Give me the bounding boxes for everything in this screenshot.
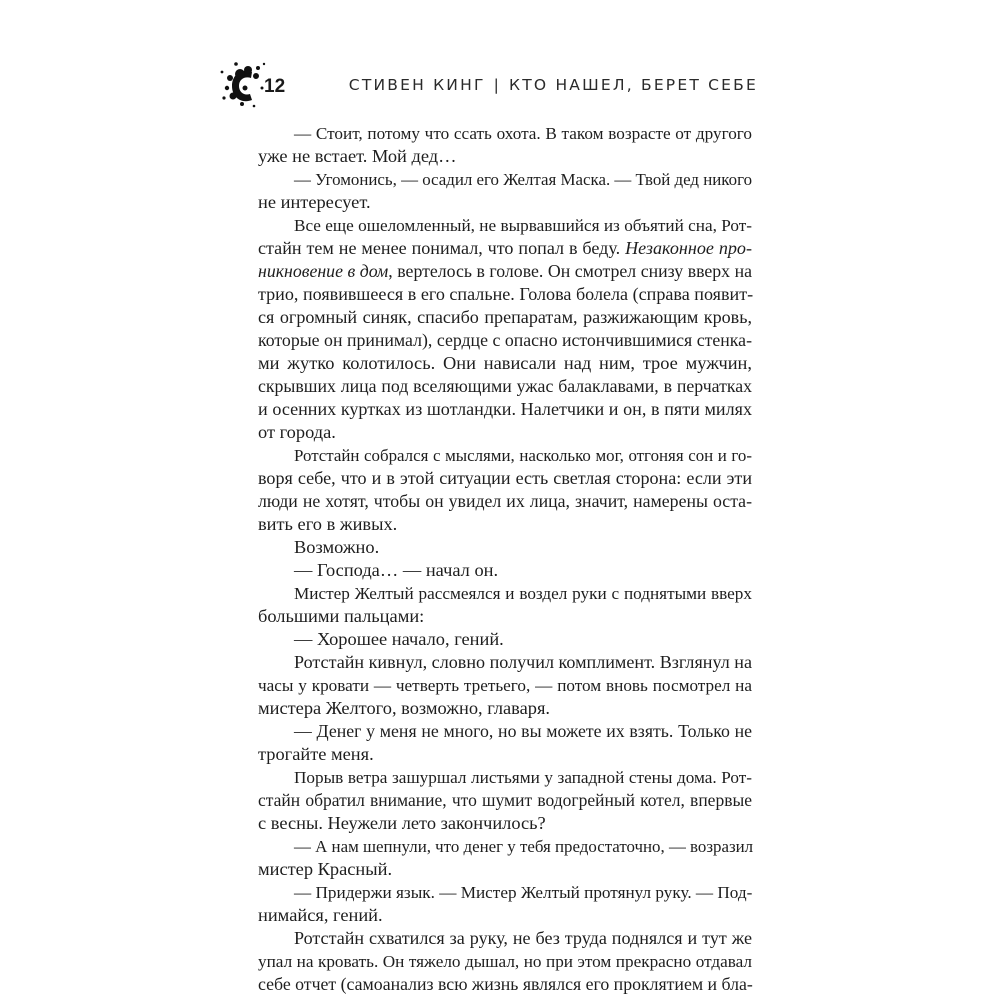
page-number: 12 (264, 76, 286, 97)
text-line: уже не встает. Мой дед… (258, 146, 457, 166)
text-line (258, 237, 752, 260)
text-line: воря себе, что и в этой ситуации есть светлая сторона: если эти (258, 468, 752, 488)
text-line: — Стоит, потому что ссать охота. В таком возрасте от другого (294, 124, 752, 143)
text-line: — Придержи язык. — Мистер Желтый протянул руку. — Под- (294, 883, 753, 902)
text-line: Ротстайн собрался с мыслями, насколько мог, отгоняя сон и го- (294, 446, 752, 465)
header-separator: | (493, 76, 502, 94)
text-line: ми жутко колотилось. Они нависали над ним, трое мужчин, (258, 353, 752, 373)
running-head (349, 76, 758, 94)
book-title: КТО НАШЕЛ, БЕРЕТ СЕБЕ (509, 76, 758, 94)
text-line: — Хорошее начало, гений. (294, 629, 504, 649)
text-line: — Денег у меня не много, но вы можете их взять. Только не (294, 721, 752, 741)
text-line: Ротстайн схватился за руку, не без труда поднялся и тут же (294, 928, 752, 948)
text-line: упал на кровать. Он тяжело дышал, но при этом прекрасно отдавал (258, 952, 752, 971)
text-fragment: , вертелось в голове. Он смотрел снизу вверх на (388, 261, 752, 281)
text-fragment: стайн тем не менее понимал, что попал в беду. (258, 238, 626, 258)
text-line: с весны. Неужели лето закончилось? (258, 813, 546, 833)
text-line: большими пальцами: (258, 606, 425, 626)
page-header (218, 58, 758, 114)
text-line: — Угомонись, — осадил его Желтая Маска. — Твой дед никого (294, 170, 753, 189)
text-line: часы у кровати — четверть третьего, — потом вновь посмотрел на (258, 676, 752, 695)
text-line: ся огромный синяк, спасибо препаратам, разжижающим кровь, (258, 307, 752, 327)
text-line: — Господа… — начал он. (294, 560, 499, 580)
text-line: стайн обратил внимание, что шумит водогрейный котел, впервые (258, 790, 752, 810)
text-line: Ротстайн кивнул, словно получил комплимент. Взглянул на (294, 652, 752, 672)
text-line: не интересует. (258, 192, 371, 212)
body-text (258, 122, 752, 996)
text-line: — А нам шепнули, что денег у тебя предостаточно, — возразил (294, 837, 754, 856)
text-line: мистера Желтого, возможно, главаря. (258, 698, 551, 718)
text-line: нимайся, гений. (258, 905, 383, 925)
text-line: мистер Красный. (258, 859, 393, 879)
text-line: трио, появившееся в его спальне. Голова болела (справа появит- (258, 284, 754, 304)
italic-fragment: Незаконное про- (625, 238, 752, 258)
text-line: которые он принимал), сердце с опасно истончившимися стенка- (258, 330, 752, 350)
text-line: от города. (258, 422, 336, 442)
text-line: люди не хотят, чтобы он увидел их лица, значит, намерены оста- (258, 491, 752, 511)
text-line: скрывших лица под вселяющими ужас балаклавами, в перчатках (258, 376, 752, 396)
italic-fragment: никновение в дом (258, 261, 389, 281)
text-line: Возможно. (294, 537, 380, 557)
text-line: себе отчет (самоанализ всю жизнь являлся его проклятием и бла- (258, 974, 753, 994)
text-line: Порыв ветра зашуршал листьями у западной стены дома. Рот- (294, 768, 752, 787)
text-line (258, 260, 752, 283)
text-line: и осенних куртках из шотландки. Налетчики и он, в пяти милях (258, 399, 752, 419)
text-line: трогайте меня. (258, 744, 374, 764)
author-name: СТИВЕН КИНГ (348, 76, 486, 94)
text-line: вить его в живых. (258, 514, 398, 534)
text-line: Все еще ошеломленный, не вырвавшийся из объятий сна, Рот- (294, 216, 752, 235)
text-line: Мистер Желтый рассмеялся и воздел руки с поднятыми вверх (294, 584, 752, 603)
